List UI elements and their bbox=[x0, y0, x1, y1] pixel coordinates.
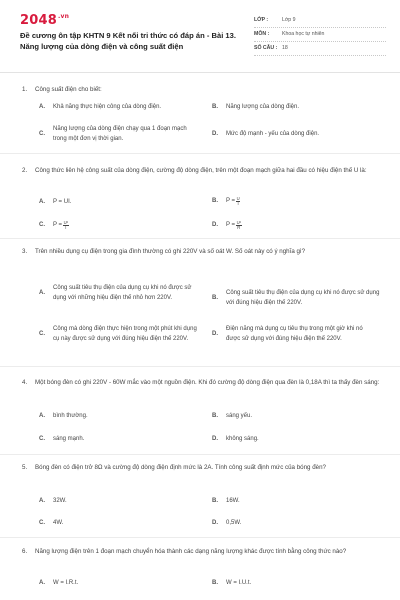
option-text: bình thường. bbox=[53, 413, 88, 419]
formula-fraction bbox=[236, 197, 240, 207]
option-4b[interactable] bbox=[212, 412, 382, 422]
meta-row-subject bbox=[254, 28, 386, 42]
fraction-numerator: U² bbox=[63, 220, 68, 225]
option-2a[interactable] bbox=[39, 198, 199, 208]
option-label: C. bbox=[39, 436, 45, 442]
question-stem: Bóng đèn có điện trở 8Ω và cường độ dòng điện định mức là 2A. Tính công suất định mức của bóng đèn? bbox=[35, 464, 326, 471]
question-stem: Công thức liên hệ công suất của dòng điện, cường độ dòng điện, trên một đoạn mạch giữa hai đầu có hiệu điện thế U là: bbox=[35, 167, 367, 174]
question-separator bbox=[0, 153, 400, 154]
option-text: P = bbox=[226, 222, 236, 229]
option-text: Điện năng mà dụng cụ tiêu thụ trong một giờ khi nó được sử dụng với đúng hiệu điện thế 220V. bbox=[226, 326, 363, 342]
question-2 bbox=[22, 166, 384, 176]
document-title: Đề cương ôn tập KHTN 9 Kết nối tri thức có đáp án - Bài 13. Năng lượng của dòng điện và công suất điện bbox=[20, 31, 236, 51]
question-1 bbox=[22, 85, 384, 95]
option-text: Năng lượng của dòng điện. bbox=[226, 104, 300, 110]
logo-suffix: .vn bbox=[57, 13, 70, 20]
option-text: Công suất tiêu thụ điện của dụng cụ khi nó được sử dụng với đúng hiệu điện thế 220V. bbox=[226, 290, 380, 306]
question-text bbox=[22, 247, 384, 257]
option-label: C. bbox=[39, 330, 45, 337]
question-separator bbox=[0, 454, 400, 455]
option-3a[interactable] bbox=[39, 284, 207, 303]
option-2d[interactable] bbox=[212, 221, 382, 231]
option-1b[interactable] bbox=[212, 103, 382, 113]
site-logo[interactable] bbox=[20, 13, 69, 28]
option-text: Mức độ mạnh - yếu của dòng điện. bbox=[226, 131, 320, 137]
logo-text: 2048 bbox=[20, 13, 57, 28]
question-separator bbox=[0, 366, 400, 367]
option-text: Công suất tiêu thụ điện của dụng cụ khi nó được sử dụng với những hiệu điện thế nhỏ hơn 220V. bbox=[53, 285, 192, 301]
header-divider bbox=[0, 72, 400, 73]
option-text: 32W. bbox=[53, 498, 67, 504]
option-text: Năng lượng của dòng điện chạy qua 1 đoạn mạch trong một đơn vị thời gian. bbox=[53, 126, 187, 142]
option-text: Công mà dòng điện thực hiện trong một phút khi dụng cụ này được sử dụng với đúng hiệu điện thế 220V. bbox=[53, 326, 197, 342]
option-label: D. bbox=[212, 222, 218, 229]
question-stem: Năng lượng điện trên 1 đoạn mạch chuyển hóa thành các dạng năng lượng khác được tính bằng công thức nào? bbox=[35, 548, 347, 555]
option-label: A. bbox=[39, 104, 45, 110]
question-text bbox=[22, 463, 384, 473]
question-stem: Công suất điện cho biết: bbox=[35, 86, 102, 93]
option-5d[interactable] bbox=[212, 519, 382, 529]
option-2c[interactable] bbox=[39, 221, 199, 231]
option-label: D. bbox=[212, 131, 218, 137]
option-label: C. bbox=[39, 520, 45, 526]
question-stem: Trên nhiều dụng cụ điện trong gia đình thường có ghi 220V và số oát W. Số oát này có ý nghĩa gì? bbox=[35, 248, 306, 255]
formula-fraction bbox=[236, 221, 241, 231]
option-label: B. bbox=[212, 294, 218, 301]
option-5c[interactable] bbox=[39, 519, 199, 529]
option-text: 4W. bbox=[53, 520, 64, 526]
option-label: D. bbox=[212, 330, 218, 337]
option-1a[interactable] bbox=[39, 103, 199, 113]
meta-key: SỐ CÂU : bbox=[254, 45, 278, 51]
option-text: P = bbox=[226, 198, 236, 205]
option-text: P = bbox=[53, 222, 63, 229]
question-4 bbox=[22, 378, 384, 388]
option-label: B. bbox=[212, 104, 218, 110]
option-label: C. bbox=[39, 130, 45, 137]
option-label: A. bbox=[39, 498, 45, 504]
meta-row-count bbox=[254, 42, 386, 56]
option-label: B. bbox=[212, 413, 218, 419]
option-3c[interactable] bbox=[39, 325, 207, 344]
option-label: B. bbox=[212, 580, 218, 586]
meta-value: 18 bbox=[282, 45, 288, 51]
option-label: B. bbox=[212, 498, 218, 504]
question-stem: Một bóng đèn có ghi 220V - 60W mắc vào một nguồn điện. Khi đó cường độ dòng điện qua đèn là 0,18A thì ta thấy đèn sáng: bbox=[35, 379, 380, 386]
meta-key: MÔN : bbox=[254, 31, 270, 37]
question-separator bbox=[0, 537, 400, 538]
option-4d[interactable] bbox=[212, 435, 382, 445]
option-4c[interactable] bbox=[39, 435, 199, 445]
option-label: B. bbox=[212, 198, 218, 205]
option-text: Khả năng thực hiện công của dòng điện. bbox=[53, 104, 162, 110]
option-text: W = I.R.t. bbox=[53, 580, 79, 586]
question-3 bbox=[22, 247, 384, 257]
question-number: 1. bbox=[22, 86, 28, 93]
fraction-denominator: I bbox=[65, 225, 67, 231]
option-label: A. bbox=[39, 413, 45, 419]
option-label: D. bbox=[212, 520, 218, 526]
option-label: C. bbox=[39, 222, 45, 229]
option-text: sáng yếu. bbox=[226, 413, 253, 419]
question-text bbox=[22, 378, 384, 388]
question-text bbox=[22, 547, 384, 557]
question-separator bbox=[0, 238, 400, 239]
fraction-numerator: U bbox=[236, 196, 240, 201]
fraction-denominator: R bbox=[237, 225, 241, 231]
option-6a[interactable] bbox=[39, 579, 199, 589]
option-text: 16W. bbox=[226, 498, 240, 504]
option-text: sáng mạnh. bbox=[53, 436, 85, 442]
meta-key: LỚP : bbox=[254, 17, 269, 23]
option-text: 0,5W. bbox=[226, 520, 242, 526]
formula-fraction bbox=[63, 221, 68, 231]
question-5 bbox=[22, 463, 384, 473]
question-number: 4. bbox=[22, 379, 28, 386]
question-number: 3. bbox=[22, 248, 28, 255]
meta-value: Khoa học tự nhiên bbox=[282, 31, 325, 37]
option-3b[interactable] bbox=[212, 289, 384, 308]
document-header bbox=[0, 0, 400, 68]
question-text bbox=[22, 85, 384, 95]
question-6 bbox=[22, 547, 384, 557]
fraction-denominator: I bbox=[237, 201, 239, 207]
option-3d[interactable] bbox=[212, 325, 384, 344]
option-text: W = I.U.t. bbox=[226, 580, 252, 586]
option-4a[interactable] bbox=[39, 412, 199, 422]
option-label: A. bbox=[39, 580, 45, 586]
option-6b[interactable] bbox=[212, 579, 382, 589]
option-label: D. bbox=[212, 436, 218, 442]
question-text bbox=[22, 166, 384, 176]
fraction-numerator: U² bbox=[236, 220, 241, 225]
meta-row-grade bbox=[254, 14, 386, 28]
question-number: 5. bbox=[22, 464, 28, 471]
question-number: 2. bbox=[22, 167, 28, 174]
option-2b[interactable] bbox=[212, 197, 382, 207]
option-text: không sáng. bbox=[226, 436, 259, 442]
question-number: 6. bbox=[22, 548, 28, 555]
document-meta bbox=[254, 14, 386, 56]
option-label: A. bbox=[39, 199, 45, 205]
option-text: P = UI. bbox=[53, 199, 72, 205]
option-1d[interactable] bbox=[212, 130, 382, 140]
option-5a[interactable] bbox=[39, 497, 199, 507]
option-5b[interactable] bbox=[212, 497, 382, 507]
option-label: A. bbox=[39, 289, 45, 296]
option-1c[interactable] bbox=[39, 125, 199, 144]
meta-value: Lớp 9 bbox=[282, 17, 296, 23]
